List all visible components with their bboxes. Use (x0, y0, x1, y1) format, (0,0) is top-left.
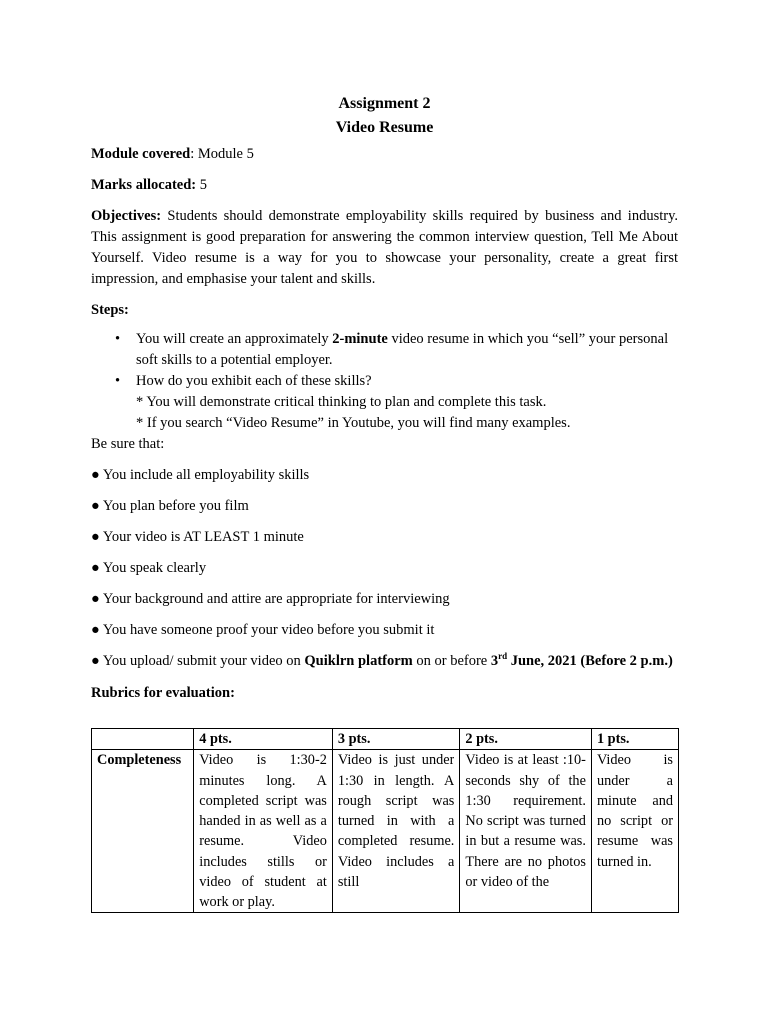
rubric-row-completeness (92, 750, 679, 913)
rubrics-heading: Rubrics for evaluation: (91, 685, 235, 701)
be-sure-line: Be sure that: (91, 436, 165, 452)
rubric-cell-1pts: Video is under a minute and no script or resume was turned in. (596, 752, 673, 870)
checklist-item: ● Your video is AT LEAST 1 minute (91, 529, 304, 545)
step-subitem: * You will demonstrate critical thinking to plan and complete this task. (136, 394, 547, 410)
checklist-item: ● You have someone proof your video before you submit it (91, 622, 435, 638)
bullet-icon: • (115, 373, 121, 389)
marks-line (91, 175, 678, 196)
rubric-cell-4pts: Video is 1:30-2 minutes long. A completed script was handed in as well as a resume. Video includes stills or video of student at work or play. (199, 752, 327, 911)
step-item: • You will create an approximately 2-minute video resume in which you “sell” your personal soft skills to a potential employer. (115, 331, 669, 368)
objectives-text: Students should demonstrate employability skills required by business and industry. This assignment is good preparation for answering the common interview question, Tell Me About Yourself. Video resume is a way for you to showcase your personality, create a great first impression, and emphasise your talent and skills. (91, 208, 678, 287)
rubric-cell-3pts: Video is just under 1:30 in length. A rough script was turned in with a completed resume. Video includes a still (337, 752, 455, 891)
objectives-paragraph (91, 206, 678, 290)
document-page (91, 92, 678, 911)
module-value: : Module 5 (190, 146, 254, 162)
rubric-header-row (92, 729, 679, 750)
checklist-item: ● You include all employability skills (91, 467, 310, 483)
checklist (91, 465, 678, 672)
checklist-item: ● You plan before you film (91, 498, 249, 514)
document-title: Assignment 2 (338, 95, 431, 112)
step-item: • How do you exhibit each of these skills? * You will demonstrate critical thinking to plan and complete this task. * If you search “Video Resume” in Youtube, you will find many examples. (136, 371, 678, 434)
module-line (91, 144, 678, 165)
rubric-header-2pts: 2 pts. (460, 729, 592, 750)
marks-label: Marks allocated: (91, 177, 197, 193)
rubric-cell-2pts: Video is at least :10-seconds shy of the 1:30 requirement. No script was turned in but a resume was. There are no photos or video of the (465, 752, 586, 891)
step-subitem: * If you search “Video Resume” in Youtube, you will find many examples. (136, 415, 571, 431)
checklist-item: ● You speak clearly (91, 560, 207, 576)
rubric-table (91, 728, 679, 913)
module-label: Module covered (91, 146, 191, 162)
rubric-criterion: Completeness (97, 752, 182, 769)
bullet-icon: • (115, 331, 121, 347)
checklist-item: ● Your background and attire are appropriate for interviewing (91, 591, 450, 607)
rubric-header-empty (92, 729, 194, 750)
steps-heading: Steps: (91, 302, 129, 318)
objectives-label: Objectives: (91, 208, 162, 224)
rubric-header-3pts: 3 pts. (332, 729, 460, 750)
upload-instruction: ● You upload/ submit your video on Quiklrn platform on or before 3rd June, 2021 (Before 2 p.m.) (91, 651, 673, 669)
steps-list (91, 329, 678, 434)
rubric-header-4pts: 4 pts. (194, 729, 333, 750)
marks-value: 5 (196, 177, 207, 193)
rubric-header-1pts: 1 pts. (591, 729, 678, 750)
document-subtitle: Video Resume (335, 119, 434, 136)
